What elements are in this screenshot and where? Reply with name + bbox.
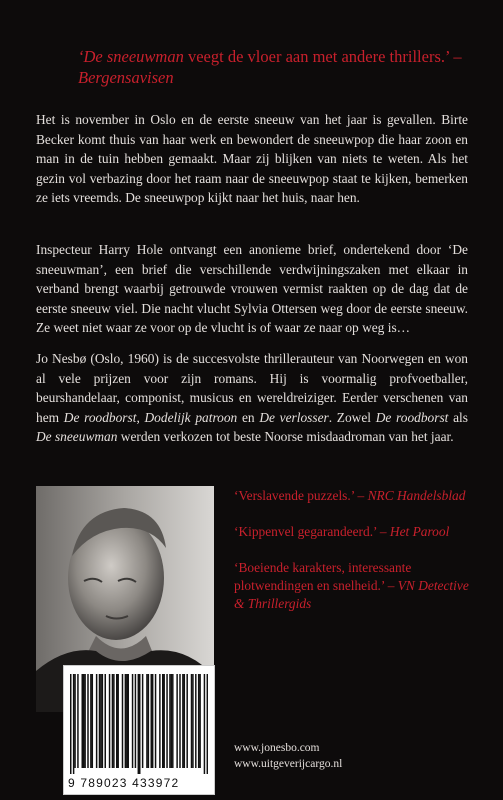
barcode-bar <box>159 674 160 768</box>
barcode-bar <box>186 674 187 768</box>
review-text: ‘Verslavende puzzels.’ – <box>234 488 368 503</box>
review-quote-2 <box>234 523 474 541</box>
review-source: Het Parool <box>389 524 450 539</box>
barcode-bar <box>84 674 85 768</box>
barcode-bar <box>184 674 185 768</box>
bio-text: Jo Nesbø (Oslo, 1960) is de succesvolste thrillerauteur van Noorwegen en won al vele prijzen voor zijn romans. Hij is voormalig profvoetballer, beurshandelaar, componist, musicus en wereldreiziger. Eerder verschenen van hem <box>36 351 468 425</box>
barcode-bar <box>152 674 153 768</box>
barcode-bars <box>70 674 208 774</box>
bio-text: . Zowel <box>328 409 376 425</box>
barcode-bar <box>113 674 114 768</box>
barcode-bar <box>166 674 167 768</box>
barcode-bar <box>126 674 127 768</box>
barcode-bar <box>90 674 91 768</box>
barcode-bar <box>96 674 97 768</box>
barcode-bar <box>179 674 180 768</box>
barcode-bar <box>128 674 129 768</box>
barcode-bar <box>198 674 199 768</box>
bio-text: , <box>136 409 145 425</box>
barcode-bar <box>102 674 103 768</box>
author-website-link[interactable]: www.jonesbo.com <box>234 742 320 754</box>
barcode-bar <box>199 674 200 768</box>
barcode-bar <box>92 674 93 768</box>
barcode-bar <box>99 674 100 768</box>
barcode-bar <box>155 674 156 768</box>
review-text: ‘Kippenvel gegarandeerd.’ – <box>234 524 390 539</box>
barcode-bar <box>207 674 208 774</box>
synopsis-paragraph-1: Het is november in Oslo en de eerste sneeuw van het jaar is gevallen. Birte Becker komt thuis van haar werk en bewondert de sneeuwpop die haar zoon en man in de tuin hebben gemaakt. Maar zij blijken van niets te weten. Als het gezin vol verbazing door het raam naar de sneeuwpop staat te kijken, bemerken ze iets vreemds. De sneeuwpop kijkt naar het huis, naar hen. <box>36 112 468 206</box>
barcode-bar <box>77 674 78 768</box>
barcode-bar <box>82 674 83 768</box>
barcode-bar <box>172 674 173 768</box>
barcode-bar <box>204 674 205 774</box>
barcode-bar <box>171 674 172 768</box>
bio-text: werden verkozen tot beste Noorse misdaadroman van het jaar. <box>117 429 454 445</box>
barcode-bar <box>116 674 117 768</box>
review-text: ‘Boeiende karakters, interessante plotwendingen en snelheid.’ – <box>234 560 412 593</box>
review-source: NRC Handelsblad <box>367 488 466 503</box>
barcode-bar <box>100 674 101 768</box>
barcode-bar <box>148 674 149 768</box>
barcode-bar <box>135 674 136 768</box>
publisher-website-link[interactable]: www.uitgeverijcargo.nl <box>234 758 343 770</box>
barcode-bar <box>192 674 193 768</box>
bio-book-title: Dodelijk patroon <box>144 409 238 425</box>
barcode-bar <box>182 674 183 768</box>
barcode-bar <box>176 674 177 768</box>
bio-book-title: De roodborst <box>63 409 137 425</box>
barcode-bar <box>87 674 88 768</box>
barcode <box>63 665 215 795</box>
top-quote <box>78 46 468 88</box>
quote-text: veegt de vloer aan met andere thrillers.’ – <box>183 47 462 66</box>
bio-text: als <box>448 409 468 425</box>
barcode-bar <box>74 674 75 768</box>
barcode-bar <box>162 674 163 768</box>
bio-book-title: De verlosser <box>259 409 329 425</box>
barcode-bar <box>122 674 123 768</box>
review-source: VN Detective & Thrillergids <box>234 578 469 611</box>
url-list <box>234 740 342 772</box>
barcode-bar <box>151 674 152 768</box>
barcode-bar <box>105 674 106 768</box>
barcode-bar <box>142 674 143 768</box>
barcode-bar <box>112 674 113 768</box>
barcode-bar <box>138 674 139 774</box>
quote-source: Bergensavisen <box>78 68 174 87</box>
barcode-bar <box>83 674 84 768</box>
barcode-bar <box>125 674 126 768</box>
barcode-bar <box>169 674 170 768</box>
barcode-bar <box>191 674 192 768</box>
bio-text: en <box>237 409 260 425</box>
barcode-bar <box>109 674 110 768</box>
barcode-bar <box>117 674 118 768</box>
barcode-bar <box>146 674 147 768</box>
author-bio-paragraph <box>36 349 468 447</box>
barcode-bar <box>70 674 71 774</box>
synopsis-paragraph-2: Inspecteur Harry Hole ontvangt een anonieme brief, ondertekend door ‘De sneeuwman’, een brief die verschillende verdwijningszaken met elkaar in verband brengt waarbij getrouwde vrouwen vermist raakten op de dag dat de eerste sneeuw viel. Die nacht vlucht Sylvia Ottersen weg door de eerste sneeuw. Ze weet niet waar ze voor op de vlucht is of waar ze naar op weg is… <box>36 242 468 336</box>
barcode-bar <box>139 674 140 774</box>
bio-book-title: De roodborst <box>375 409 449 425</box>
barcode-bar <box>73 674 74 774</box>
barcode-number: 9 789023 433972 <box>68 776 180 790</box>
barcode-bar <box>163 674 164 768</box>
barcode-bar <box>132 674 133 768</box>
review-quote-1 <box>234 487 474 505</box>
review-quote-3 <box>234 559 474 613</box>
bio-book-title: De sneeuwman <box>36 429 118 445</box>
barcode-bar <box>195 674 196 768</box>
quote-book-title: ‘De sneeuwman <box>78 47 184 66</box>
